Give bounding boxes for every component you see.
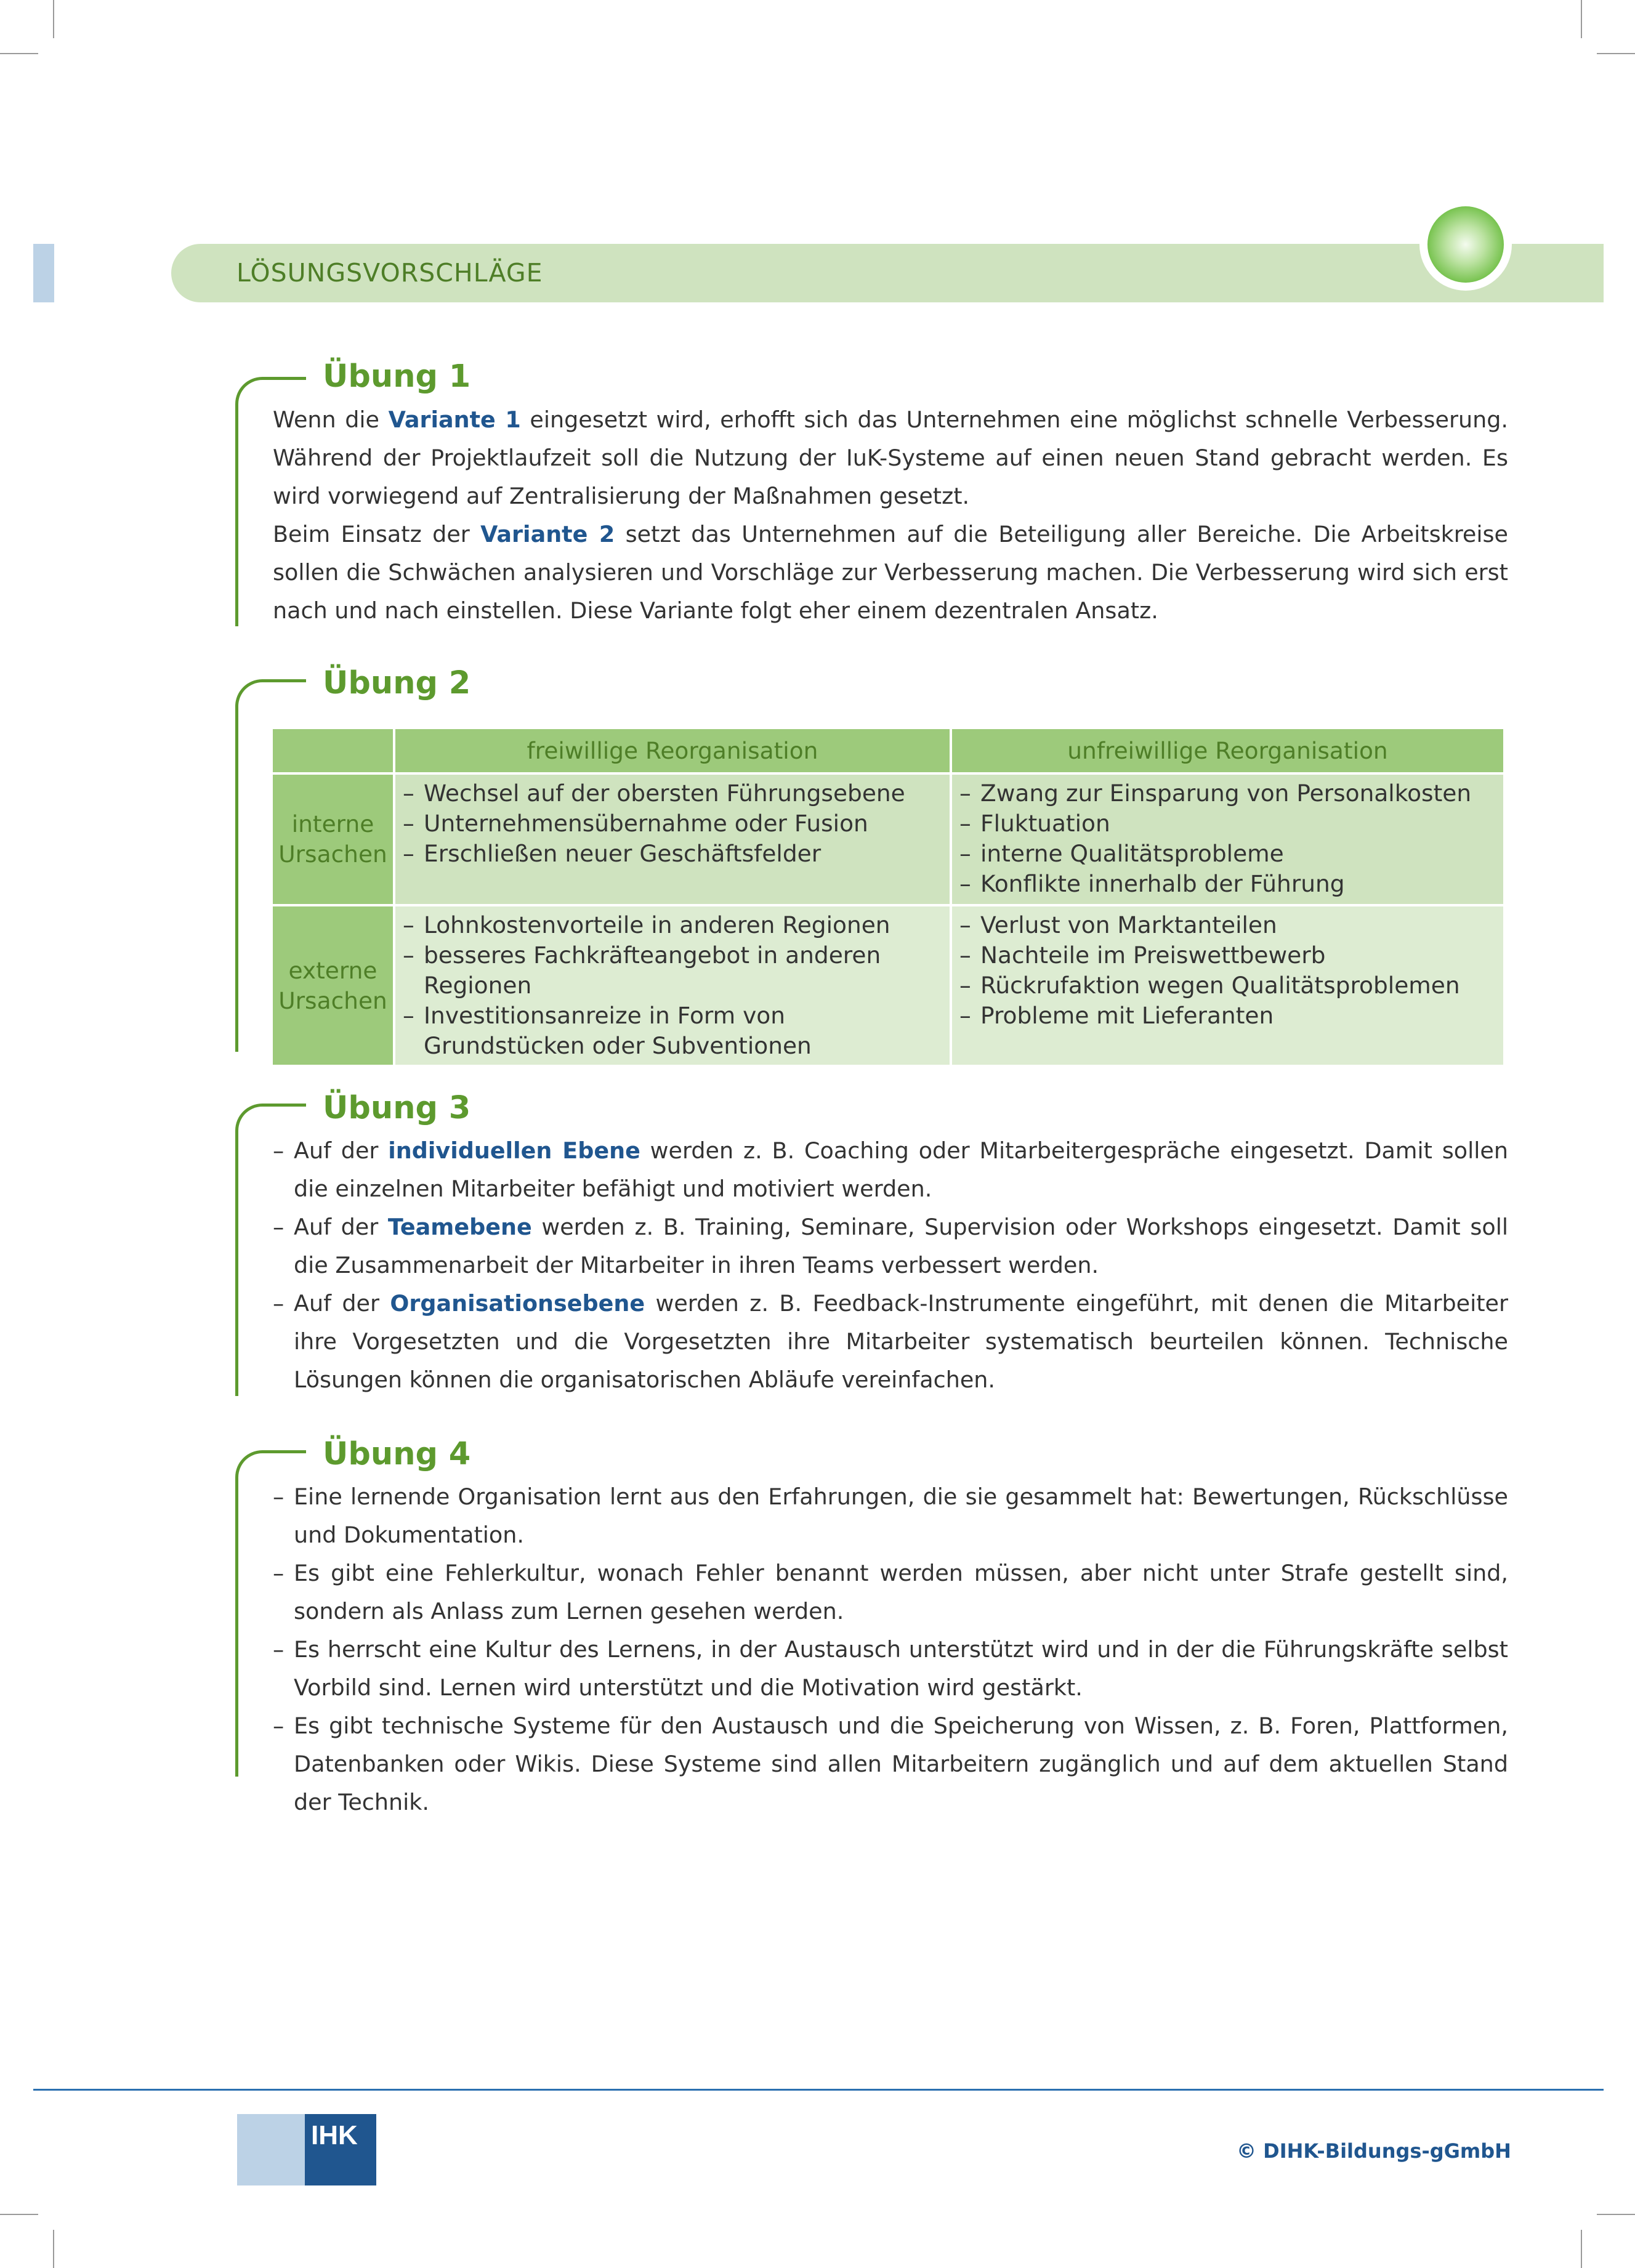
list-item: – Unternehmensübernahme oder Fusion bbox=[403, 809, 942, 839]
list-item: – Probleme mit Lieferanten bbox=[959, 1001, 1496, 1031]
text: Auf der bbox=[294, 1214, 388, 1240]
text: Auf der bbox=[294, 1290, 390, 1317]
row-header-externe-ursachen bbox=[273, 906, 393, 1065]
list-item: – Verlust von Marktanteilen bbox=[959, 910, 1496, 940]
table-row bbox=[273, 906, 1503, 1065]
row-header-line: externe bbox=[288, 956, 377, 984]
list-item: – besseres Fachkräfteangebot in anderen Regionen bbox=[403, 940, 942, 1001]
uebung-3-list bbox=[273, 1132, 1508, 1399]
crop-mark bbox=[1581, 0, 1582, 38]
text: Wenn die bbox=[273, 406, 389, 433]
list-item: – Es gibt technische Systeme für den Austausch und die Speicherung von Wissen, z. B. Foren, Plattformen, Datenbanken oder Wikis. Diese Systeme sind allen Mitarbeitern zugänglich und auf dem aktuellen Stand der Technik. bbox=[273, 1707, 1508, 1822]
keyword-individuelle-ebene: individuellen Ebene bbox=[388, 1137, 640, 1164]
table-cell bbox=[395, 906, 950, 1065]
list-item: – Wechsel auf der obersten Führungsebene bbox=[403, 778, 942, 809]
list-item: – Rückrufaktion wegen Qualitätsproblemen bbox=[959, 971, 1496, 1001]
side-tab bbox=[33, 244, 54, 302]
list-item: – Erschließen neuer Geschäftsfelder bbox=[403, 839, 942, 869]
uebung-1-paragraph-2 bbox=[273, 515, 1508, 630]
row-header-line: interne bbox=[291, 810, 374, 837]
logo-text: IHK bbox=[311, 2120, 358, 2150]
copyright-text: © DIHK-Bildungs-gGmbH bbox=[1237, 2139, 1511, 2163]
text: werden z. B. Feedback-Instrumente eingeführt, mit denen die Mitarbeiter ihre Vorgesetzten und die Vorgesetzten ihre Mitarbeiter systematisch beurteilen können. Technische Lösungen können die organisatorischen Abläufe vereinfachen. bbox=[294, 1290, 1508, 1393]
crop-mark bbox=[0, 53, 38, 54]
list-item bbox=[273, 1208, 1508, 1285]
section-heading-uebung-4: Übung 4 bbox=[323, 1436, 471, 1472]
table-row bbox=[273, 775, 1503, 904]
row-header-line: Ursachen bbox=[278, 841, 387, 868]
uebung-1-text bbox=[273, 401, 1508, 630]
text: werden z. B. Training, Seminare, Supervision oder Workshops eingesetzt. Damit soll die Zusammenarbeit der Mitarbeiter in ihren Teams verbessert werden. bbox=[294, 1214, 1508, 1278]
list-item: – Konflikte innerhalb der Führung bbox=[959, 869, 1496, 899]
decorative-green-ball-icon bbox=[1427, 206, 1504, 283]
footer-rule bbox=[33, 2089, 1604, 2091]
crop-mark bbox=[53, 2230, 54, 2268]
list-item bbox=[273, 1132, 1508, 1208]
text: setzt das Unternehmen auf die Beteiligung aller Bereiche. Die Arbeitskreise sollen die Schwächen analysieren und Vorschläge zur Verbesserung machen. Die Verbesserung wird sich erst nach und nach einstellen. Diese Variante folgt eher einem dezentralen Ansatz. bbox=[273, 521, 1509, 624]
crop-mark bbox=[0, 2214, 38, 2215]
section-heading-uebung-2: Übung 2 bbox=[323, 665, 471, 701]
text: werden z. B. Coaching oder Mitarbeitergespräche eingesetzt. Damit sollen die einzelnen Mitarbeiter befähigt und motiviert werden. bbox=[294, 1137, 1508, 1202]
ihk-logo bbox=[305, 2114, 376, 2185]
list-item: – Es gibt eine Fehlerkultur, wonach Fehler benannt werden müssen, aber nicht unter Strafe gestellt sind, sondern als Anlass zum Lernen gesehen werden. bbox=[273, 1554, 1508, 1631]
list-item: – Zwang zur Einsparung von Personalkosten bbox=[959, 778, 1496, 809]
list-item: – Nachteile im Preiswettbewerb bbox=[959, 940, 1496, 971]
table-cell bbox=[952, 906, 1503, 1065]
header-band bbox=[171, 244, 1604, 302]
column-header-unfreiwillig: unfreiwillige Reorganisation bbox=[952, 729, 1503, 772]
text: Auf der bbox=[294, 1137, 389, 1164]
crop-mark bbox=[1581, 2230, 1582, 2268]
table-cell bbox=[952, 775, 1503, 904]
logo-backdrop bbox=[237, 2114, 305, 2185]
list-item bbox=[273, 1285, 1508, 1399]
table-corner-cell bbox=[273, 729, 393, 772]
crop-mark bbox=[53, 0, 54, 38]
keyword-teamebene: Teamebene bbox=[387, 1214, 532, 1240]
column-header-freiwillig: freiwillige Reorganisation bbox=[395, 729, 950, 772]
list-item: – Es herrscht eine Kultur des Lernens, in der Austausch unterstützt wird und in der die Führungskräfte selbst Vorbild sind. Lernen wird unterstützt und die Motivation wird gestärkt. bbox=[273, 1631, 1508, 1707]
crop-mark bbox=[1597, 53, 1635, 54]
text: eingesetzt wird, erhofft sich das Unternehmen eine möglichst schnelle Verbesserung. Während der Projektlaufzeit soll die Nutzung der IuK-Systeme auf einen neuen Stand gebracht werden. Es wird vorwiegend auf Zentralisierung der Maßnahmen gesetzt. bbox=[273, 406, 1508, 509]
uebung-4-list bbox=[273, 1478, 1508, 1822]
list-item: – Fluktuation bbox=[959, 809, 1496, 839]
list-item: – interne Qualitätsprobleme bbox=[959, 839, 1496, 869]
keyword-variante-2: Variante 2 bbox=[480, 521, 615, 547]
section-heading-uebung-1: Übung 1 bbox=[323, 358, 471, 395]
table-cell bbox=[395, 775, 950, 904]
section-heading-uebung-3: Übung 3 bbox=[323, 1090, 471, 1126]
list-item: – Eine lernende Organisation lernt aus den Erfahrungen, die sie gesammelt hat: Bewertungen, Rückschlüsse und Dokumentation. bbox=[273, 1478, 1508, 1554]
row-header-line: Ursachen bbox=[278, 987, 387, 1014]
uebung-1-paragraph-1 bbox=[273, 401, 1508, 515]
keyword-variante-1: Variante 1 bbox=[388, 406, 521, 433]
list-item: – Lohnkostenvorteile in anderen Regionen bbox=[403, 910, 942, 940]
page-title: LÖSUNGSVORSCHLÄGE bbox=[236, 258, 543, 288]
table-header-row bbox=[273, 729, 1503, 772]
list-item: – Investitionsanreize in Form von Grundstücken oder Subventionen bbox=[403, 1001, 942, 1061]
reorganisation-table bbox=[270, 727, 1506, 1067]
text: Beim Einsatz der bbox=[273, 521, 481, 547]
row-header-interne-ursachen bbox=[273, 775, 393, 904]
crop-mark bbox=[1597, 2214, 1635, 2215]
keyword-organisationsebene: Organisationsebene bbox=[390, 1290, 645, 1317]
